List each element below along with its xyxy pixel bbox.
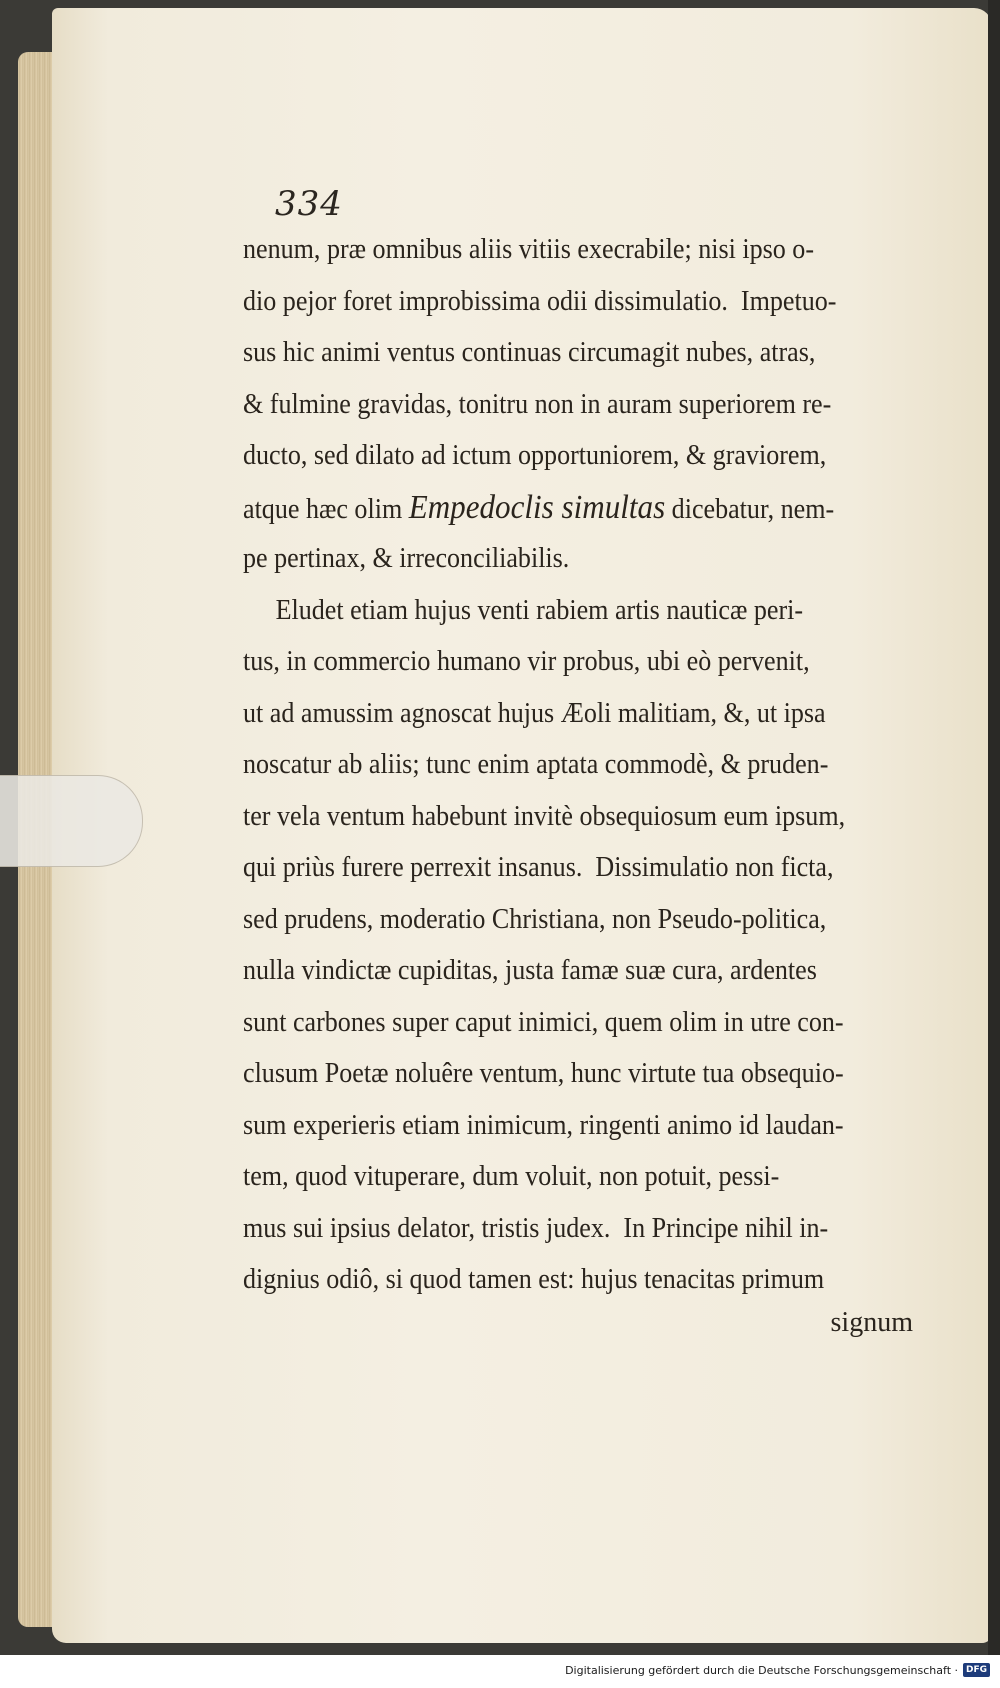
text-line [243,379,883,431]
text-segment: tem, quod vituperare, dum voluit, non potuit, pessi- [243,1161,780,1192]
text-segment: sed prudens, moderatio Christiana, non Pseudo-politica, [243,903,827,935]
text-segment: pe pertinax, & irreconciliabilis. [243,543,570,574]
text-line [243,430,883,482]
text-segment: tus, in commercio humano vir probus, ubi eò pervenit, [243,646,810,677]
text-segment: qui priùs furere perrexit insanus. Dissimulatio non ficta, [243,852,834,883]
text-segment: & fulmine gravidas, tonitru non in auram superiorem re- [243,388,832,420]
text-line [243,1100,883,1152]
text-line [243,636,883,688]
text-line [243,1151,883,1203]
text-segment: nenum, præ omnibus aliis vitiis execrabile; nisi ipso o- [243,234,815,265]
text-line [243,1048,883,1100]
page-number: 334 [275,184,343,224]
text-segment: nulla vindictæ cupiditas, justa famæ suæ cura, ardentes [243,955,817,986]
text-segment: ter vela ventum habebunt invitè obsequiosum eum ipsum, [243,800,846,832]
text-segment: sum experieris etiam inimicum, ringenti animo id laudan- [243,1109,844,1141]
text-line [243,276,883,328]
text-line [243,945,883,997]
dfg-logo: DFG [963,1663,990,1677]
italic-segment: Empedoclis simultas [408,488,666,526]
text-line [243,533,883,585]
text-segment: noscatur ab aliis; tunc enim aptata commodè, & pruden- [243,749,829,780]
text-line [243,1203,883,1255]
text-segment: mus sui ipsius delator, tristis judex. In Principe nihil in- [243,1212,829,1244]
text-segment: atque hæc olim [243,493,409,525]
text-segment: dicebatur, nem- [665,493,835,525]
text-segment: clusum Poetæ noluêre ventum, hunc virtute tua obsequio- [243,1058,844,1089]
page-marker-strip [0,775,143,867]
text-line [243,791,883,843]
catchword-row [243,1307,943,1347]
text-segment: dignius odiô, si quod tamen est: hujus tenacitas primum [243,1264,825,1295]
text-line [243,482,883,534]
funding-notice: Digitalisierung gefördert durch die Deutsche Forschungsgemeinschaft · [565,1664,958,1677]
text-line [243,327,883,379]
text-segment: Eludet etiam hujus venti rabiem artis nauticæ peri- [243,594,804,626]
scan-background-strip [988,0,1000,1655]
text-segment: ut ad amussim agnoscat hujus Æoli malitiam, &, ut ipsa [243,697,826,729]
text-line [243,739,883,791]
footer-bar [0,1655,1000,1688]
catchword: signum [830,1307,913,1338]
text-line [243,997,883,1049]
text-line [243,1254,883,1306]
text-line [243,894,883,946]
text-segment: dio pejor foret improbissima odii dissimulatio. Impetuo- [243,285,837,317]
text-line [243,224,883,276]
text-segment: sunt carbones super caput inimici, quem olim in utre con- [243,1006,844,1038]
text-line [243,585,883,637]
text-segment: ducto, sed dilato ad ictum opportuniorem, & graviorem, [243,440,827,471]
text-segment: sus hic animi ventus continuas circumagit nubes, atras, [243,337,816,368]
body-text [243,224,943,1306]
text-line [243,688,883,740]
text-line [243,842,883,894]
